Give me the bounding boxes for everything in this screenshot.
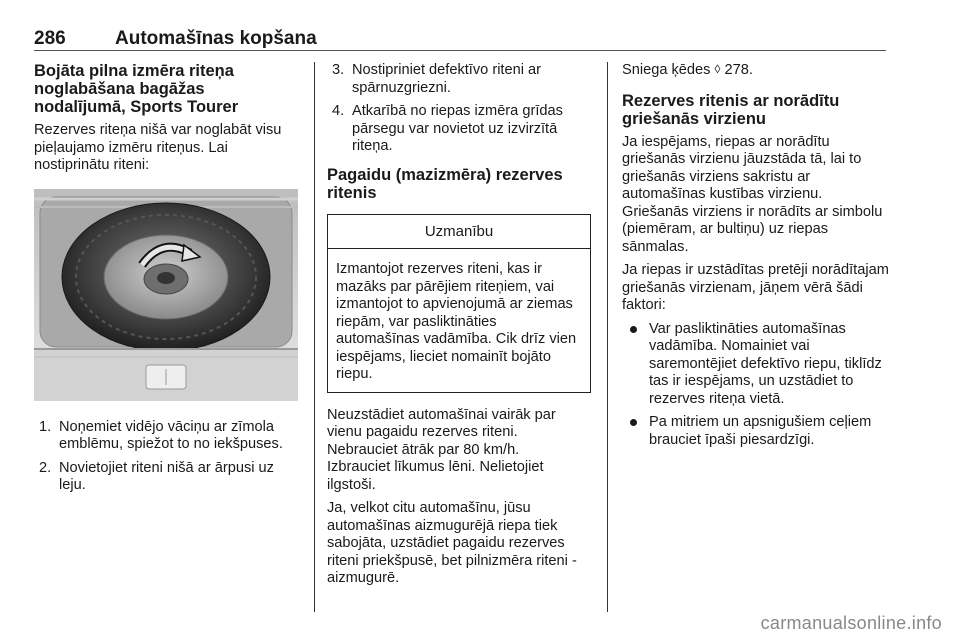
list-item — [34, 460, 300, 495]
step-text: Noņemiet vidējo vāciņu ar zīmola emblēmu, spiežot to no iekšpuses. — [59, 418, 283, 452]
list-item — [34, 419, 300, 454]
steps-list — [34, 419, 300, 495]
caution-text: Izmantojot rezerves riteni, kas ir mazāks par pārējiem riteņiem, vai izmantojot to apvienojumā ar ziemas riepām, var pasliktināties automašīnas vadāmība. Cik drīz vien iespējams, lieciet nomainīt bojāto riepu. — [336, 261, 577, 382]
bullet-list — [622, 321, 890, 450]
column-divider — [607, 62, 608, 612]
step-text: Novietojiet riteni nišā ar ārpusi uz leju. — [59, 459, 274, 493]
caution-title: Uzmanību — [328, 215, 590, 250]
step-number: 1. — [39, 418, 52, 435]
bullet-icon — [630, 326, 637, 333]
steps-list — [327, 62, 591, 156]
bullet-icon — [630, 419, 637, 426]
reference-page: 278. — [724, 62, 753, 78]
list-item — [622, 414, 890, 449]
step-text: Nostipriniet defektīvo riteni ar spārnuzgriezni. — [352, 62, 541, 96]
list-item — [327, 62, 591, 97]
paragraph: Ja, velkot citu automašīnu, jūsu automašīnas aizmugurējā riepa tiek sabojāta, uzstādiet pagaidu rezerves riteni priekšpusē, bet pilnizmēra riteni - aizmugurē. — [327, 500, 577, 586]
bullet-text: Var pasliktināties automašīnas vadāmība. Nomainiet vai saremontējiet defektīvo riepu, tiklīdz tas ir iespējams, un uzstādiet to rezerves riteņa vietā. — [649, 320, 882, 407]
reference-text: Sniega ķēdes — [622, 62, 711, 78]
list-item — [327, 103, 591, 156]
column-divider — [314, 62, 315, 612]
list-item — [622, 321, 890, 409]
column-middle — [327, 62, 591, 594]
step-number: 4. — [332, 103, 345, 119]
column-right — [622, 62, 890, 455]
paragraph: Neuzstādiet automašīnai vairāk par vienu pagaidu rezerves riteni. Nebrauciet ātrāk par 80 km/h. Izbrauciet līkumus lēni. Nelietojiet ilgstoši. — [327, 406, 556, 493]
step-number: 2. — [39, 459, 52, 476]
bullet-text: Pa mitriem un apsnigušiem ceļiem brauciet īpaši piesardzīgi. — [649, 414, 872, 448]
step-number: 3. — [332, 62, 345, 78]
cross-reference — [622, 62, 890, 80]
paragraph: Ja riepas ir uzstādītas pretēji norādītajam griešanās virzienam, jāņem vērā šādi faktori: — [622, 262, 889, 313]
section-title: Rezerves ritenis ar norādītu griešanās virzienu — [622, 91, 840, 128]
spare-wheel-illustration — [34, 189, 298, 401]
header-divider — [34, 50, 886, 51]
paragraph: Ja iespējams, riepas ar norādītu griešanās virzienu jāuzstāda tā, lai to griešanās virziens sakristu ar automašīnas kustības virzienu. Griešanās virziens ir norādīts ar simbolu (piemēram, ar bultiņu) uz riepas sānmalas. — [622, 133, 883, 255]
reference-arrow-icon: ◊ — [714, 62, 721, 76]
column-left — [34, 62, 300, 501]
chapter-title: Automašīnas kopšana — [115, 28, 317, 49]
section-title: Bojāta pilna izmēra riteņa noglabāšana bagāžas nodalījumā, Sports Tourer — [34, 62, 239, 116]
intro-paragraph: Rezerves riteņa nišā var noglabāt visu pieļaujamo izmēru riteņus. Lai nostiprinātu riteni: — [34, 122, 282, 173]
caution-box — [327, 214, 591, 393]
watermark: carmanualsonline.info — [760, 613, 942, 633]
step-text: Atkarībā no riepas izmēra grīdas pārsegu var novietot uz izvirzītā riteņa. — [352, 103, 563, 154]
page-header — [34, 22, 886, 52]
page-number: 286 — [34, 28, 66, 49]
section-title: Pagaidu (mazizmēra) rezerves ritenis — [327, 165, 563, 202]
